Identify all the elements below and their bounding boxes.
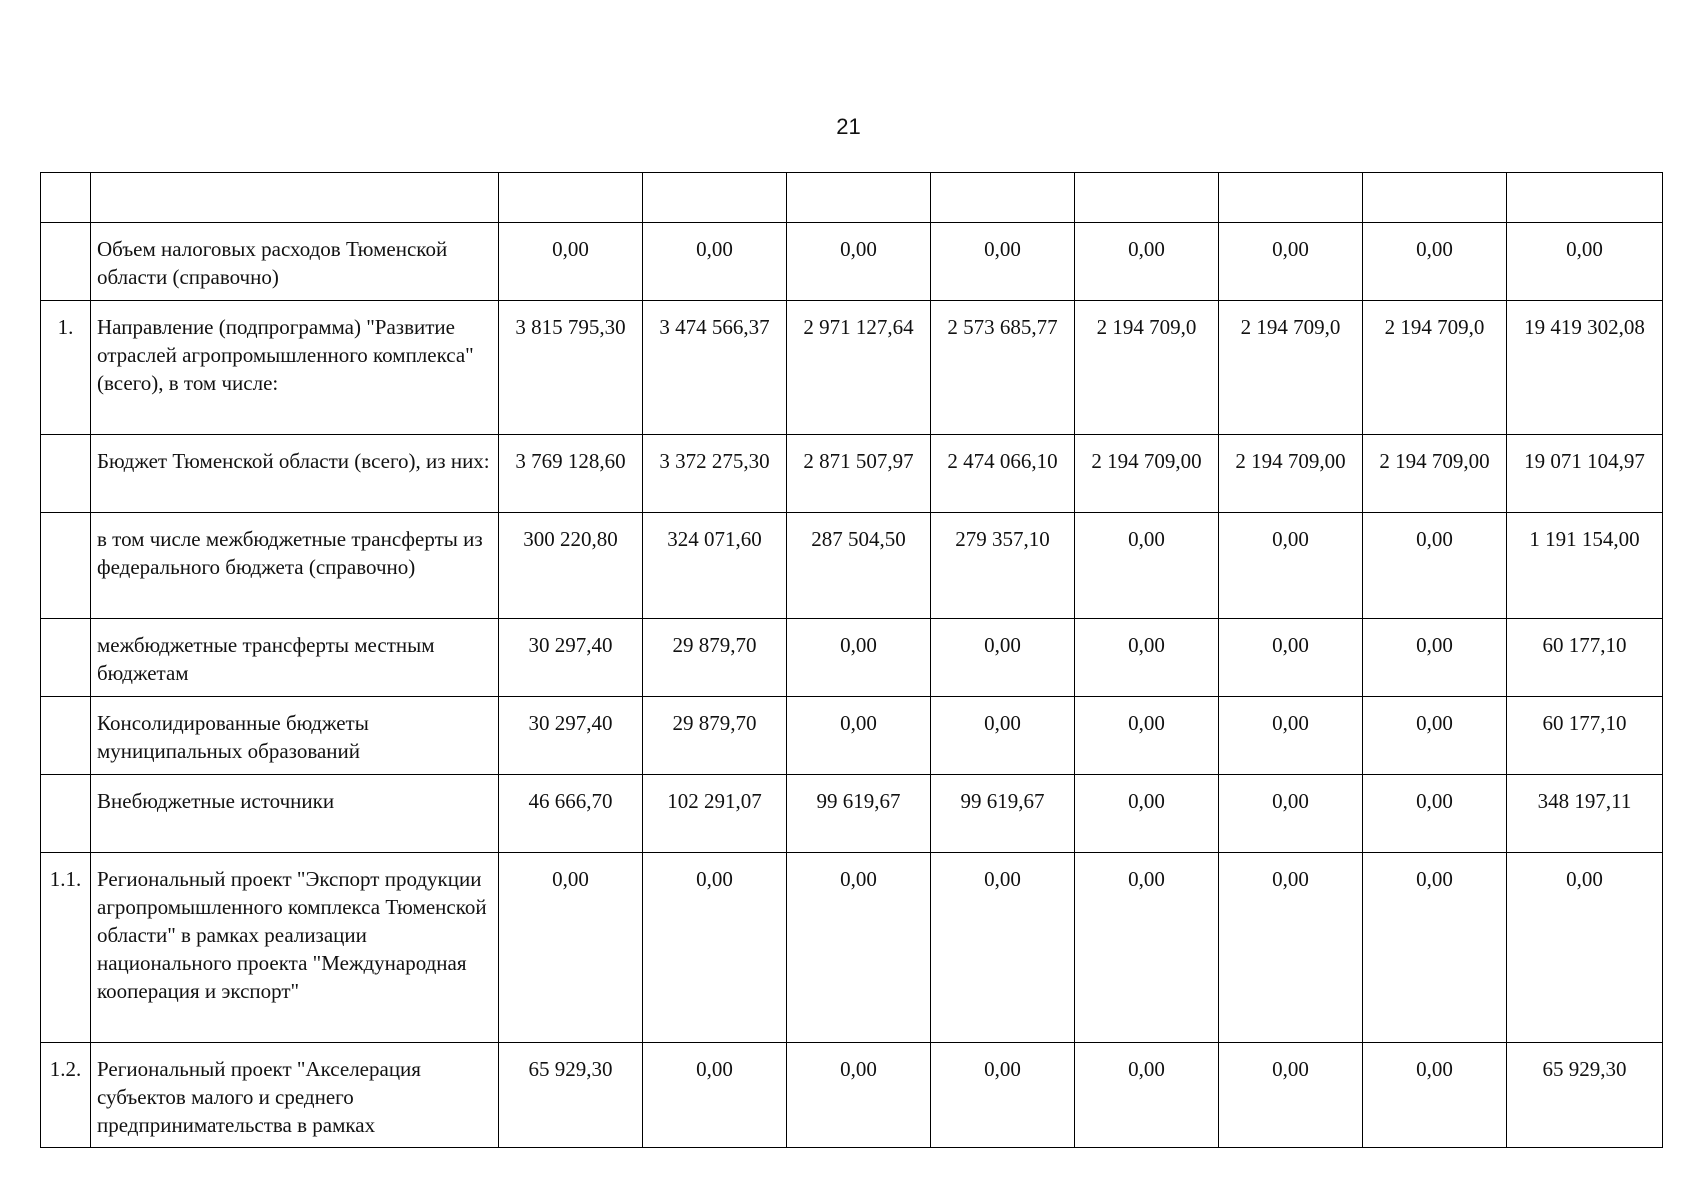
row-value: 0,00 [931,697,1075,775]
row-value: 0,00 [1363,853,1507,1043]
table-row [41,1043,1663,1148]
row-name: Консолидированные бюджеты муниципальных образований [91,697,499,775]
row-value: 99 619,67 [931,775,1075,853]
row-total-value: 65 929,30 [1507,1043,1663,1148]
row-value: 2 573 685,77 [931,301,1075,435]
table-row [41,619,1663,697]
row-total-value: 19 071 104,97 [1507,435,1663,513]
row-value: 0,00 [931,1043,1075,1148]
row-number: 1. [41,301,91,435]
header-cell [787,173,931,223]
row-value: 287 504,50 [787,513,931,619]
row-value: 2 194 709,00 [1363,435,1507,513]
budget-table [40,172,1663,1148]
row-value: 0,00 [1075,619,1219,697]
row-value: 65 929,30 [499,1043,643,1148]
row-name: межбюджетные трансферты местным бюджетам [91,619,499,697]
row-value: 30 297,40 [499,697,643,775]
row-value: 0,00 [1219,223,1363,301]
row-number [41,697,91,775]
table-row [41,223,1663,301]
row-value: 30 297,40 [499,619,643,697]
header-cell [643,173,787,223]
row-value: 324 071,60 [643,513,787,619]
row-value: 0,00 [1075,1043,1219,1148]
row-value: 2 871 507,97 [787,435,931,513]
table-header-row [41,173,1663,223]
row-name: Региональный проект "Акселерация субъектов малого и среднего предпринимательства в рамках [91,1043,499,1148]
row-value: 0,00 [1363,775,1507,853]
row-value: 3 769 128,60 [499,435,643,513]
table-row [41,301,1663,435]
row-number: 1.2. [41,1043,91,1148]
table-row [41,435,1663,513]
table-row [41,853,1663,1043]
row-value: 0,00 [1363,619,1507,697]
header-cell [1507,173,1663,223]
row-value: 0,00 [1219,513,1363,619]
row-value: 2 194 709,0 [1075,301,1219,435]
row-value: 0,00 [1075,775,1219,853]
row-value: 102 291,07 [643,775,787,853]
row-name: Внебюджетные источники [91,775,499,853]
row-value: 46 666,70 [499,775,643,853]
row-total-value: 60 177,10 [1507,697,1663,775]
row-value: 29 879,70 [643,619,787,697]
row-value: 0,00 [1219,853,1363,1043]
header-cell [91,173,499,223]
row-value: 0,00 [1363,513,1507,619]
row-value: 2 474 066,10 [931,435,1075,513]
header-cell [1363,173,1507,223]
row-number [41,435,91,513]
row-name: Объем налоговых расходов Тюменской области (справочно) [91,223,499,301]
row-value: 99 619,67 [787,775,931,853]
row-number [41,775,91,853]
row-value: 0,00 [931,853,1075,1043]
row-value: 0,00 [1219,1043,1363,1148]
row-value: 2 194 709,0 [1219,301,1363,435]
row-value: 0,00 [1219,619,1363,697]
row-name: в том числе межбюджетные трансферты из федерального бюджета (справочно) [91,513,499,619]
row-total-value: 0,00 [1507,223,1663,301]
row-value: 0,00 [1075,697,1219,775]
row-value: 0,00 [1075,513,1219,619]
row-value: 2 194 709,0 [1363,301,1507,435]
row-name: Региональный проект "Экспорт продукции агропромышленного комплекса Тюменской области" в рамках реализации национального проекта "Международная кооперация и экспорт" [91,853,499,1043]
row-value: 0,00 [643,853,787,1043]
row-value: 0,00 [499,853,643,1043]
row-value: 0,00 [931,619,1075,697]
row-number [41,223,91,301]
row-value: 0,00 [1363,697,1507,775]
row-name: Направление (подпрограмма) "Развитие отраслей агропромышленного комплекса" (всего), в том числе: [91,301,499,435]
row-value: 2 971 127,64 [787,301,931,435]
row-value: 279 357,10 [931,513,1075,619]
row-name: Бюджет Тюменской области (всего), из них: [91,435,499,513]
row-value: 0,00 [499,223,643,301]
header-cell [1219,173,1363,223]
row-value: 0,00 [1075,223,1219,301]
row-value: 0,00 [643,223,787,301]
row-number [41,513,91,619]
row-value: 2 194 709,00 [1075,435,1219,513]
row-total-value: 19 419 302,08 [1507,301,1663,435]
row-value: 300 220,80 [499,513,643,619]
row-value: 0,00 [643,1043,787,1148]
row-value: 0,00 [1075,853,1219,1043]
table-row [41,697,1663,775]
row-value: 0,00 [931,223,1075,301]
row-value: 3 815 795,30 [499,301,643,435]
header-cell [499,173,643,223]
row-value: 0,00 [1219,697,1363,775]
row-total-value: 0,00 [1507,853,1663,1043]
row-value: 2 194 709,00 [1219,435,1363,513]
row-value: 0,00 [787,697,931,775]
row-total-value: 1 191 154,00 [1507,513,1663,619]
row-number: 1.1. [41,853,91,1043]
row-value: 0,00 [1363,1043,1507,1148]
row-value: 3 474 566,37 [643,301,787,435]
row-value: 0,00 [787,853,931,1043]
header-cell [1075,173,1219,223]
row-value: 29 879,70 [643,697,787,775]
table-row [41,775,1663,853]
page-number: 21 [836,114,861,139]
row-total-value: 60 177,10 [1507,619,1663,697]
row-value: 0,00 [1219,775,1363,853]
row-number [41,619,91,697]
row-value: 0,00 [787,1043,931,1148]
row-value: 0,00 [1363,223,1507,301]
header-cell [931,173,1075,223]
table-row [41,513,1663,619]
row-value: 0,00 [787,619,931,697]
header-cell [41,173,91,223]
row-value: 0,00 [787,223,931,301]
row-total-value: 348 197,11 [1507,775,1663,853]
row-value: 3 372 275,30 [643,435,787,513]
